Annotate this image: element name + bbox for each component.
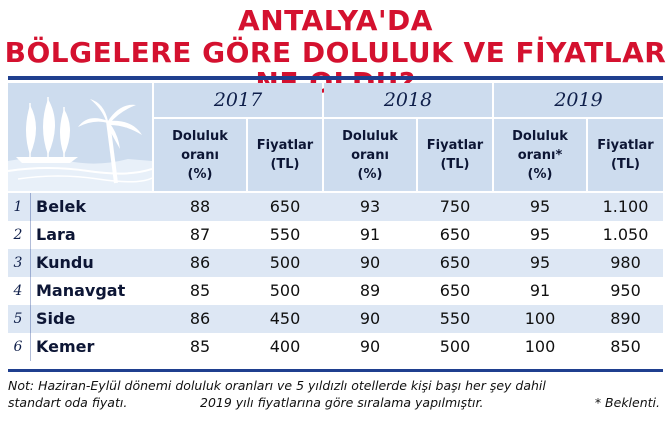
header-price-2017 (248, 119, 322, 191)
table-cell: 550 (269, 225, 301, 244)
sailboat-palm-icon (8, 83, 152, 191)
header-text: Doluluk (342, 128, 398, 144)
year-header-2017: 2017 (154, 83, 322, 117)
table-cell: 85 (189, 281, 211, 300)
row-rank: 1 (13, 199, 23, 215)
table-cell: 93 (359, 197, 381, 216)
table-cell: 95 (529, 225, 551, 244)
footnote (8, 377, 668, 411)
row-rank: 3 (13, 255, 23, 271)
table-cell: 400 (269, 337, 301, 356)
table-row (8, 277, 663, 305)
table-row (8, 193, 663, 221)
table-cell: 100 (524, 309, 556, 328)
header-text: oranı (181, 147, 219, 163)
header-text: oranı (351, 147, 389, 163)
footnote-line-2 (8, 394, 660, 411)
header-text: (%) (357, 166, 383, 182)
region-name: Lara (36, 225, 76, 244)
table-cell: 85 (189, 337, 211, 356)
table-cell: 500 (269, 253, 301, 272)
footnote-part-a: standart oda fiyatı. (8, 395, 128, 410)
table-row (8, 333, 663, 361)
table-cell: 90 (359, 309, 381, 328)
header-text: oranı* (517, 147, 563, 163)
top-rule (8, 76, 663, 80)
title-line-1: ANTALYA'DA (238, 4, 433, 37)
bottom-rule (8, 369, 663, 372)
header-price-2019 (588, 119, 663, 191)
table-cell: 1.100 (602, 197, 649, 216)
table-cell: 650 (439, 253, 471, 272)
table-cell: 750 (439, 197, 471, 216)
region-name: Belek (36, 197, 87, 216)
table-cell: 95 (529, 253, 551, 272)
row-rank: 5 (13, 311, 23, 327)
year-header-2018: 2018 (324, 83, 492, 117)
table-cell: 890 (610, 309, 641, 328)
table-cell: 100 (524, 337, 556, 356)
table-cell: 89 (359, 281, 381, 300)
table-cell: 980 (610, 253, 641, 272)
region-name: Side (36, 309, 76, 328)
table-cell: 95 (529, 197, 551, 216)
header-text: (%) (527, 166, 553, 182)
region-name: Manavgat (36, 281, 126, 300)
title-line-2: BÖLGELERE GÖRE DOLULUK VE FİYATLAR (4, 36, 667, 69)
rank-divider (30, 193, 31, 361)
table-cell: 90 (359, 253, 381, 272)
row-rank: 6 (13, 339, 23, 355)
row-rank: 4 (13, 283, 23, 299)
region-name: Kundu (36, 253, 94, 272)
header-text: Fiyatlar (597, 138, 654, 153)
row-rank: 2 (13, 227, 23, 243)
table-cell: 850 (610, 337, 641, 356)
table-cell: 86 (189, 309, 211, 328)
table-cell: 500 (439, 337, 471, 356)
table-cell: 650 (269, 197, 301, 216)
table-cell: 91 (359, 225, 381, 244)
footnote-line-1: Not: Haziran-Eylül dönemi doluluk oranları ve 5 yıldızlı otellerde kişi başı her şey dahil (8, 378, 546, 393)
table-cell: 88 (189, 197, 211, 216)
table-cell: 450 (269, 309, 301, 328)
header-occupancy-2019 (494, 119, 586, 191)
header-occupancy-2018 (324, 119, 416, 191)
table-cell: 500 (269, 281, 301, 300)
header-text: (TL) (610, 157, 641, 172)
header-text: (TL) (270, 157, 300, 172)
header-price-2018 (418, 119, 492, 191)
table-cell: 650 (439, 225, 471, 244)
header-text: (TL) (440, 157, 470, 172)
table-cell: 91 (529, 281, 551, 300)
sailboat-palm-illustration (8, 83, 152, 191)
table-row (8, 305, 663, 333)
table-row (8, 221, 663, 249)
footnote-part-b: 2019 yılı fiyatlarına göre sıralama yapılmıştır. (200, 395, 484, 410)
table-cell: 90 (359, 337, 381, 356)
header-text: (%) (187, 166, 213, 182)
table-cell: 950 (610, 281, 641, 300)
table-cell: 87 (189, 225, 211, 244)
header-text: Fiyatlar (256, 138, 314, 153)
table-row (8, 249, 663, 277)
table-cell: 550 (439, 309, 471, 328)
header-occupancy-2017 (154, 119, 246, 191)
table-cell: 1.050 (602, 225, 649, 244)
header-text: Doluluk (512, 128, 568, 144)
table-cell: 86 (189, 253, 211, 272)
header-text: Fiyatlar (426, 138, 484, 153)
year-header-2019: 2019 (494, 83, 663, 117)
region-name: Kemer (36, 337, 95, 356)
table-cell: 650 (439, 281, 471, 300)
footnote-part-c: * Beklenti. (594, 395, 660, 410)
header-text: Doluluk (172, 128, 228, 144)
